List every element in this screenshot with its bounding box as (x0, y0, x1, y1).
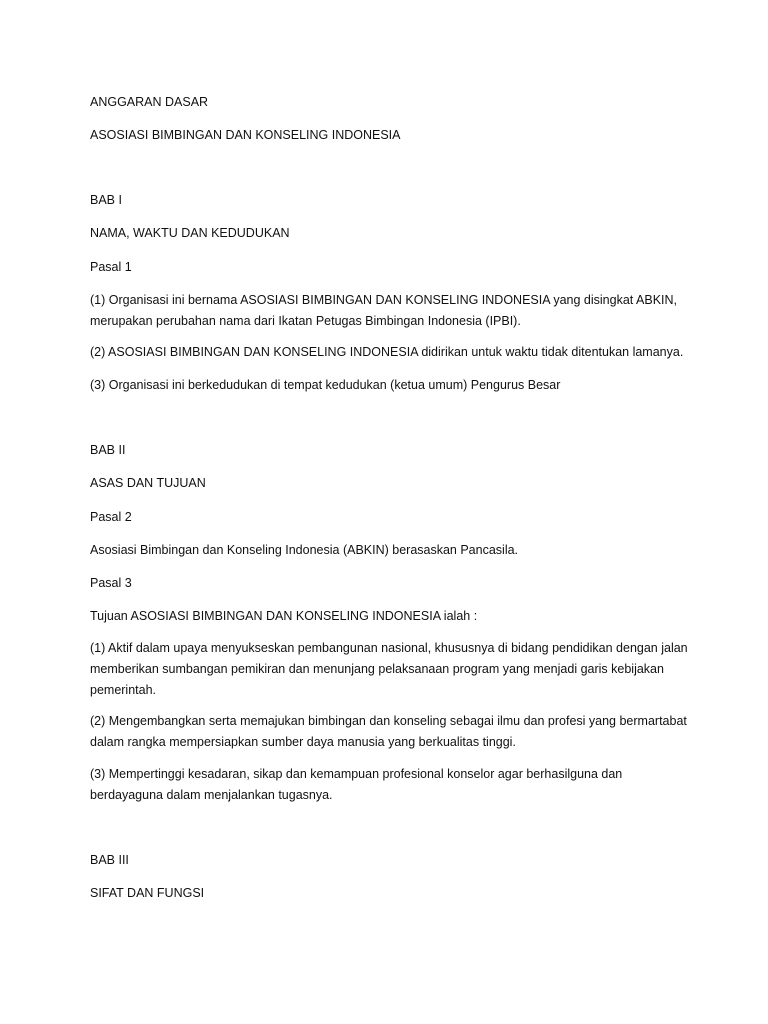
pasal1-item3: (3) Organisasi ini berkedudukan di tempat kedudukan (ketua umum) Pengurus Besar (90, 378, 561, 392)
organization-name: ASOSIASI BIMBINGAN DAN KONSELING INDONESIA (90, 128, 401, 142)
pasal1-item2: (2) ASOSIASI BIMBINGAN DAN KONSELING INDONESIA didirikan untuk waktu tidak ditentukan lamanya. (90, 345, 684, 359)
bab3-heading: BAB III (90, 853, 129, 867)
pasal3-item2: (2) Mengembangkan serta memajukan bimbingan dan konseling sebagai ilmu dan profesi yang bermartabat dalam rangka mempersiapkan sumber daya manusia yang berkualitas tinggi. (90, 714, 687, 749)
bab1-heading: BAB I (90, 193, 122, 207)
pasal1-item1: (1) Organisasi ini bernama ASOSIASI BIMBINGAN DAN KONSELING INDONESIA yang disingkat ABKIN, merupakan perubahan nama dari Ikatan Petugas Bimbingan Indonesia (IPBI). (90, 293, 678, 328)
bab1-title: NAMA, WAKTU DAN KEDUDUKAN (90, 226, 290, 240)
pasal3-item1: (1) Aktif dalam upaya menyukseskan pembangunan nasional, khususnya di bidang pendidikan dengan jalan memberikan sumbangan pemikiran dan menunjang pelaksanaan program yang menjadi garis kebijakan pemerintah. (90, 641, 688, 697)
bab3-title: SIFAT DAN FUNGSI (90, 886, 205, 900)
bab2-heading: BAB II (90, 443, 126, 457)
pasal1-heading: Pasal 1 (90, 260, 132, 274)
pasal2-heading: Pasal 2 (90, 510, 132, 524)
pasal3-intro: Tujuan ASOSIASI BIMBINGAN DAN KONSELING INDONESIA ialah : (90, 609, 478, 623)
pasal3-heading: Pasal 3 (90, 576, 132, 590)
pasal3-item3: (3) Mempertinggi kesadaran, sikap dan kemampuan profesional konselor agar berhasilguna dan berdayaguna dalam menjalankan tugasnya. (90, 767, 623, 802)
bab2-title: ASAS DAN TUJUAN (90, 476, 206, 490)
document-title: ANGGARAN DASAR (90, 95, 209, 109)
pasal2-text: Asosiasi Bimbingan dan Konseling Indonesia (ABKIN) berasaskan Pancasila. (90, 543, 519, 557)
